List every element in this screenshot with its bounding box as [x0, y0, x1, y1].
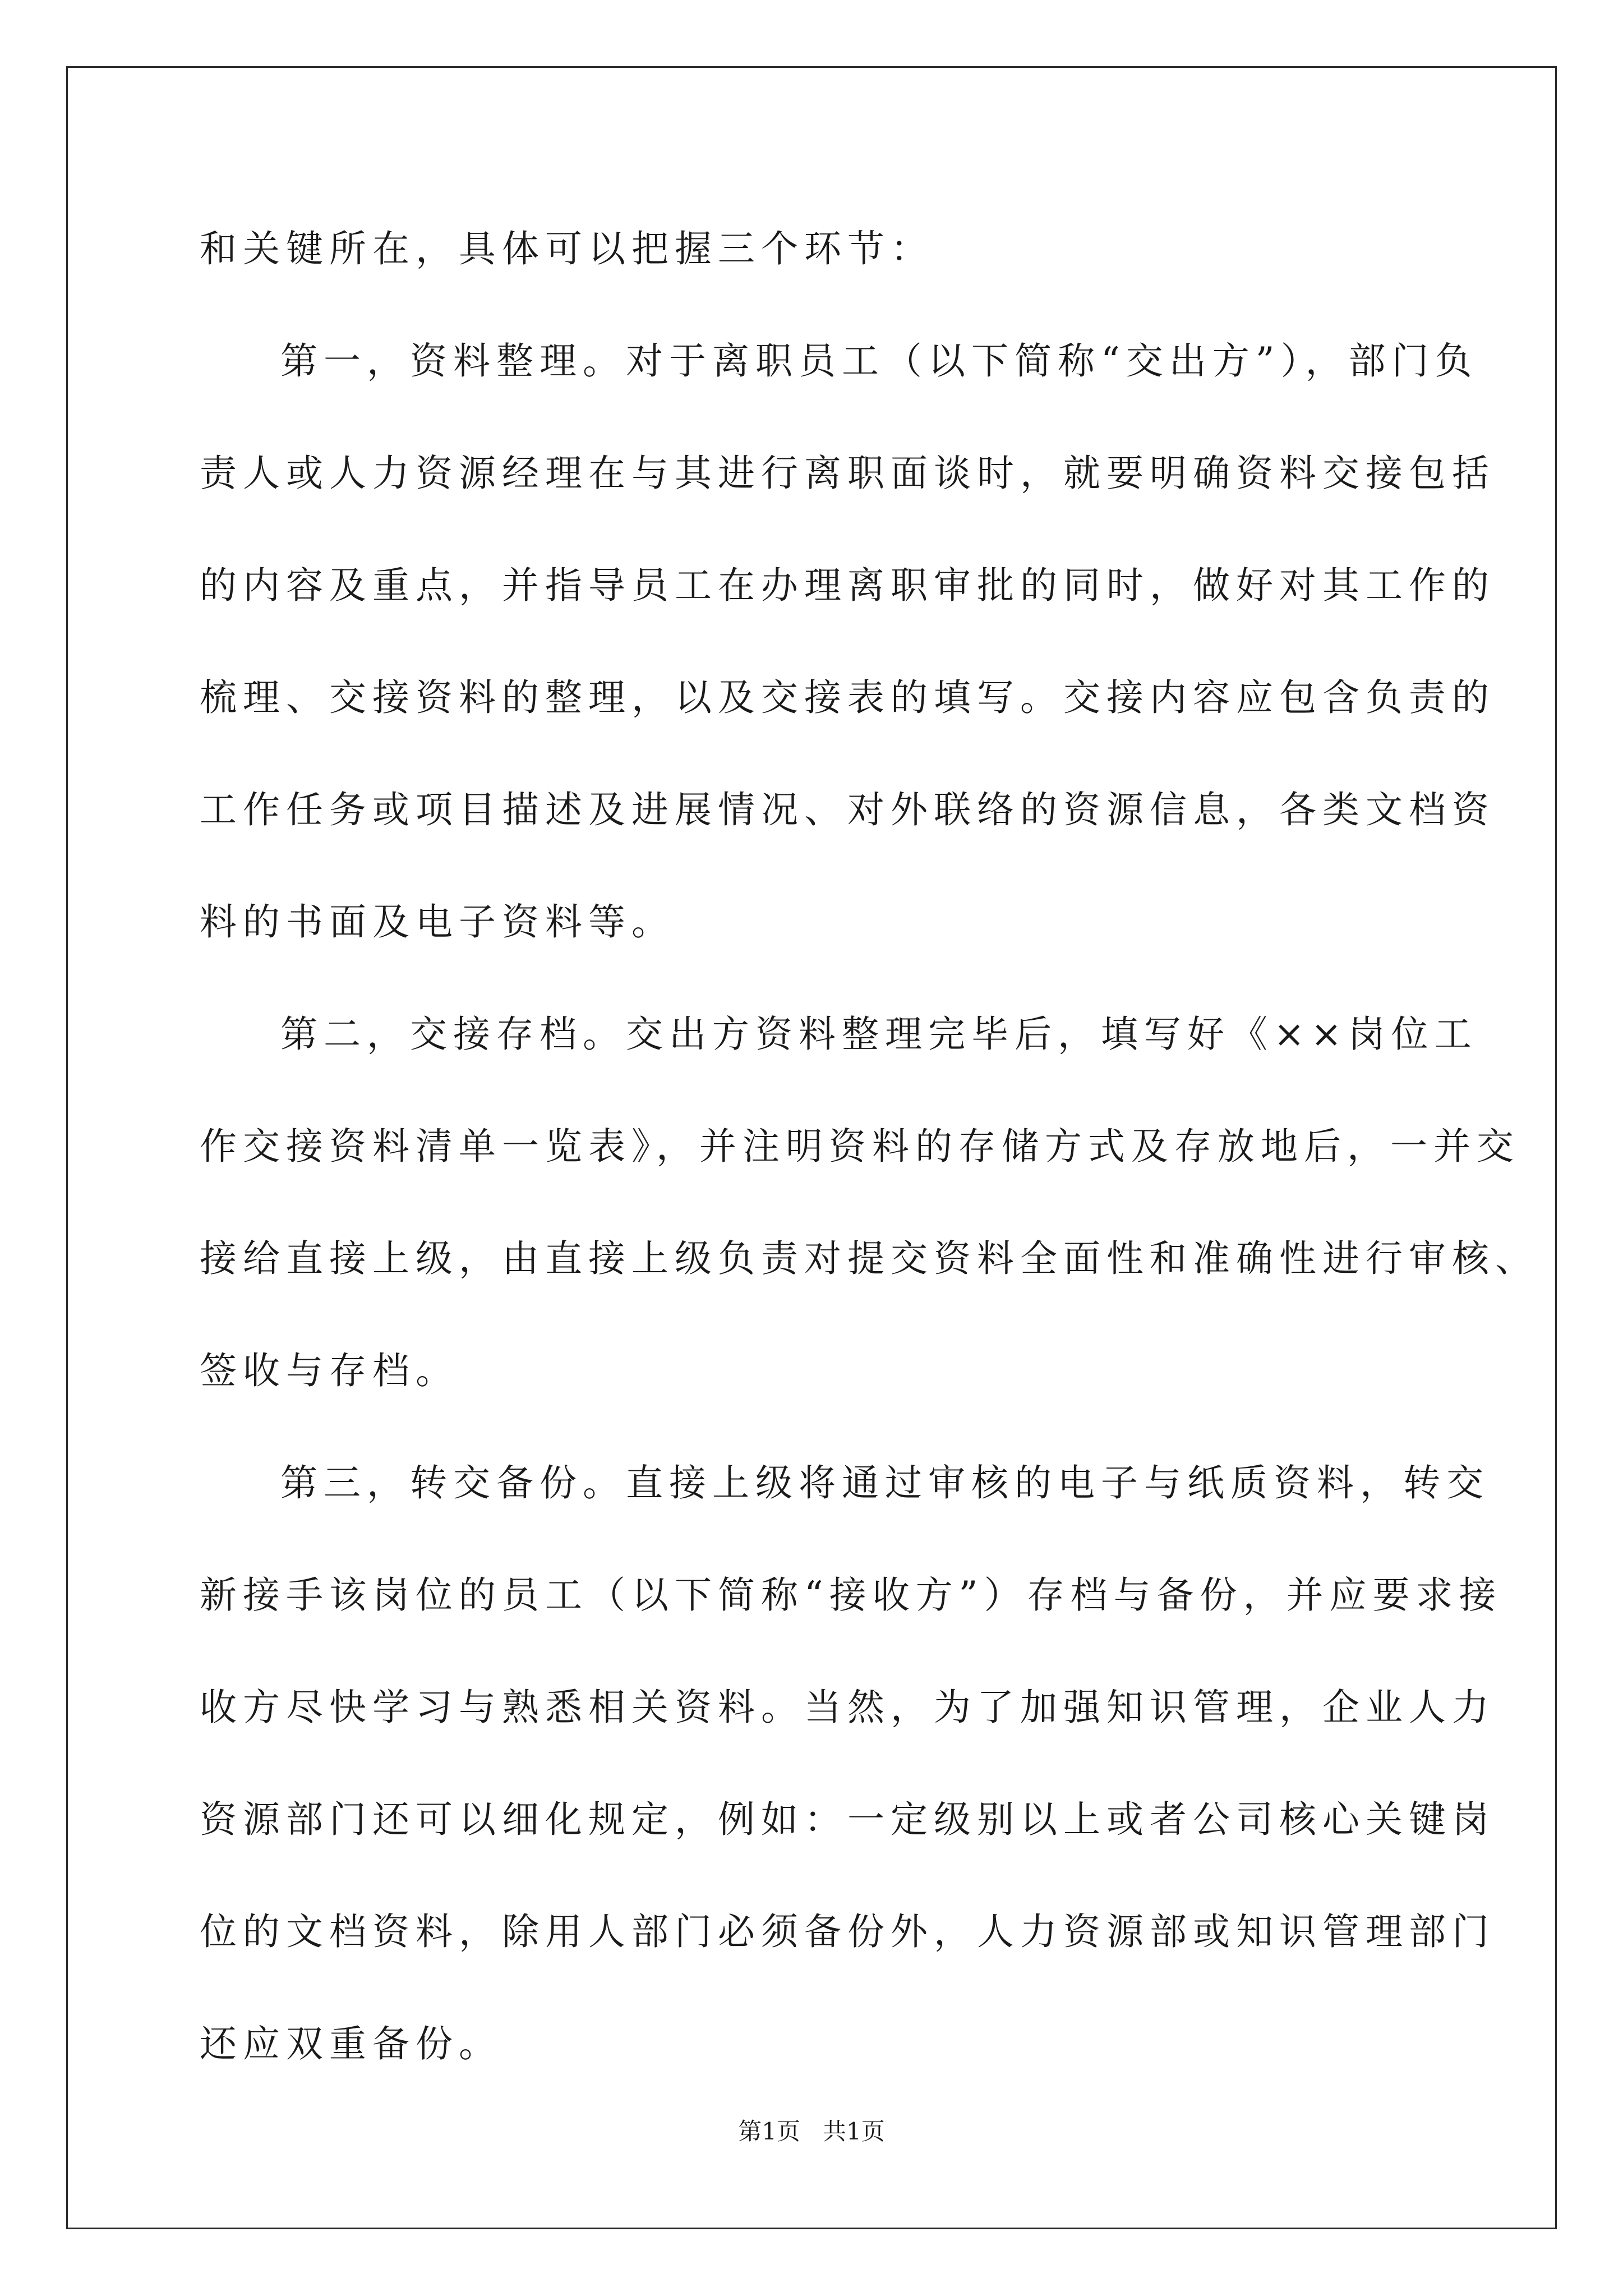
text-line: 责人或人力资源经理在与其进行离职面谈时，就要明确资料交接包括	[200, 452, 1495, 495]
text-line: 位的文档资料，除用人部门必须备份外，人力资源部或知识管理部门	[200, 1910, 1495, 1953]
text-line: 收方尽快学习与熟悉相关资料。当然，为了加强知识管理，企业人力	[200, 1686, 1495, 1729]
text-line: 新接手该岗位的员工（以下简称“接收方”）存档与备份，并应要求接	[200, 1573, 1502, 1617]
text-line: 资源部门还可以细化规定，例如：一定级别以上或者公司核心关键岗	[200, 1798, 1495, 1841]
text-line: 接给直接上级，由直接上级负责对提交资料全面性和准确性进行审核、	[200, 1237, 1538, 1280]
text-line: 梳理、交接资料的整理，以及交接表的填写。交接内容应包含负责的	[200, 676, 1495, 719]
text-line: 工作任务或项目描述及进展情况、对外联络的资源信息，各类文档资	[200, 788, 1495, 831]
text-line: 还应双重备份。	[200, 2022, 502, 2065]
page-footer: 第1页 共1页	[738, 2118, 885, 2145]
text-line: 的内容及重点，并指导员工在办理离职审批的同时，做好对其工作的	[200, 564, 1495, 607]
paragraph-first-line: 第一，资料整理。对于离职员工（以下简称“交出方”），部门负	[280, 339, 1478, 383]
paragraph-first-line: 第二，交接存档。交出方资料整理完毕后，填写好《××岗位工	[280, 1013, 1478, 1056]
text-line: 料的书面及电子资料等。	[200, 900, 675, 944]
paragraph-first-line: 第三，转交备份。直接上级将通过审核的电子与纸质资料，转交	[280, 1461, 1490, 1504]
text-line: 签收与存档。	[200, 1349, 459, 1392]
text-line: 和关键所在，具体可以把握三个环节：	[200, 227, 934, 270]
text-line: 作交接资料清单一览表》，并注明资料的存储方式及存放地后，一并交	[200, 1125, 1520, 1168]
